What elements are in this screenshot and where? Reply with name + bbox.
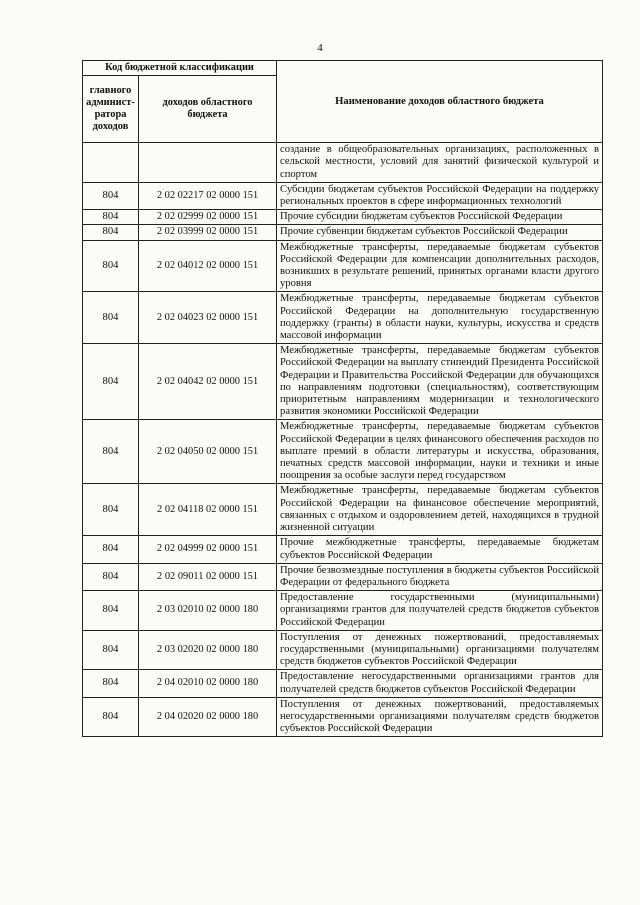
revenue-code-cell: 2 02 02999 02 0000 151 (139, 210, 277, 225)
revenue-name-cell: Прочие безвозмездные поступления в бюджеты субъектов Российской Федерации от федерального бюджета (277, 563, 603, 590)
revenue-code-cell: 2 02 02217 02 0000 151 (139, 182, 277, 209)
admin-code-cell: 804 (83, 536, 139, 563)
admin-code-cell: 804 (83, 210, 139, 225)
admin-code-cell: 804 (83, 484, 139, 536)
revenue-code-cell: 2 02 04012 02 0000 151 (139, 240, 277, 292)
table-row (83, 240, 603, 292)
revenue-name-cell: Прочие субсидии бюджетам субъектов Российской Федерации (277, 210, 603, 225)
revenue-name-cell: Прочие межбюджетные трансферты, передаваемые бюджетам субъектов Российской Федерации (277, 536, 603, 563)
admin-code-cell: 804 (83, 630, 139, 670)
revenue-code-cell: 2 02 09011 02 0000 151 (139, 563, 277, 590)
table-row (83, 182, 603, 209)
admin-code-cell: 804 (83, 563, 139, 590)
revenue-name-cell: создание в общеобразовательных организациях, расположенных в сельской местности, условий для занятий физической культурой и спортом (277, 143, 603, 183)
revenue-name-cell: Субсидии бюджетам субъектов Российской Федерации на поддержку региональных проектов в сфере информационных технологий (277, 182, 603, 209)
revenue-code-cell: 2 02 04999 02 0000 151 (139, 536, 277, 563)
revenue-name-cell: Предоставление государственными (муниципальными) организациями грантов для получателей средств бюджетов субъектов Российской Федерации (277, 591, 603, 631)
revenue-name-cell: Поступления от денежных пожертвований, предоставляемых государственными (муниципальными) организациями получателям средств бюджетов субъектов Российской Федерации (277, 630, 603, 670)
revenue-code-cell: 2 02 04023 02 0000 151 (139, 292, 277, 344)
table-row (83, 143, 603, 183)
revenue-name-cell: Предоставление негосударственными организациями грантов для получателей средств бюджетов субъектов Российской Федерации (277, 670, 603, 697)
admin-code-cell: 804 (83, 591, 139, 631)
revenue-code-cell: 2 02 04118 02 0000 151 (139, 484, 277, 536)
table-row (83, 563, 603, 590)
revenue-name-cell: Поступления от денежных пожертвований, предоставляемых негосударственными организациями получателям средств бюджетов субъектов Российской Федерации (277, 697, 603, 737)
revenue-name-cell: Межбюджетные трансферты, передаваемые бюджетам субъектов Российской Федерации в целях финансового обеспечения расходов по выплате премий в области литературы и искусства, образования, печатных средств массовой информации, науки и техники и иные поощрения за особые заслуги перед государством (277, 420, 603, 484)
revenue-name-cell: Межбюджетные трансферты, передаваемые бюджетам субъектов Российской Федерации на дополнительную государственную поддержку (гранты) в области науки, культуры, искусства и средств массовой информации (277, 292, 603, 344)
revenue-code-cell: 2 03 02020 02 0000 180 (139, 630, 277, 670)
table-row (83, 697, 603, 737)
revenue-name-cell: Межбюджетные трансферты, передаваемые бюджетам субъектов Российской Федерации на финансовое обеспечение мероприятий, связанных с отдыхом и оздоровлением детей, находящихся в трудной жизненной ситуации (277, 484, 603, 536)
revenue-name-cell: Прочие субвенции бюджетам субъектов Российской Федерации (277, 225, 603, 240)
table-row (83, 591, 603, 631)
table-row (83, 344, 603, 420)
revenue-code-cell (139, 143, 277, 183)
page-number: 4 (317, 42, 323, 54)
admin-code-cell: 804 (83, 182, 139, 209)
revenue-code-cell: 2 04 02020 02 0000 180 (139, 697, 277, 737)
revenue-code-cell: 2 04 02010 02 0000 180 (139, 670, 277, 697)
admin-code-cell: 804 (83, 420, 139, 484)
table-row (83, 210, 603, 225)
revenue-name-cell: Межбюджетные трансферты, передаваемые бюджетам субъектов Российской Федерации для компенсации дополнительных расходов, возникших в результате решений, принятых органами власти другого уровня (277, 240, 603, 292)
table-row (83, 225, 603, 240)
table-row (83, 420, 603, 484)
admin-code-cell (83, 143, 139, 183)
table-row (83, 292, 603, 344)
table-row (83, 630, 603, 670)
table-row (83, 484, 603, 536)
revenue-code-cell: 2 03 02010 02 0000 180 (139, 591, 277, 631)
admin-code-cell: 804 (83, 292, 139, 344)
table-row (83, 670, 603, 697)
admin-code-cell: 804 (83, 225, 139, 240)
admin-code-cell: 804 (83, 670, 139, 697)
admin-code-cell: 804 (83, 344, 139, 420)
admin-code-cell: 804 (83, 240, 139, 292)
header-regional-revenue-code: доходов областного бюджета (139, 76, 277, 143)
header-revenue-name: Наименование доходов областного бюджета (277, 61, 603, 143)
budget-classification-table (82, 60, 603, 737)
revenue-name-cell: Межбюджетные трансферты, передаваемые бюджетам субъектов Российской Федерации на выплату стипендий Президента Российской Федерации и Правительства Российской Федерации для обучающихся по направлениям подготовки (специальностям), соответствующим приоритетным направлениям модернизации и технологического развития экономики Российской Федерации (277, 344, 603, 420)
header-chief-administrator: главного админист- ратора доходов (83, 76, 139, 143)
revenue-code-cell: 2 02 04042 02 0000 151 (139, 344, 277, 420)
revenue-code-cell: 2 02 04050 02 0000 151 (139, 420, 277, 484)
revenue-code-cell: 2 02 03999 02 0000 151 (139, 225, 277, 240)
header-budget-classification-code: Код бюджетной классификации (83, 61, 277, 76)
admin-code-cell: 804 (83, 697, 139, 737)
table-row (83, 536, 603, 563)
